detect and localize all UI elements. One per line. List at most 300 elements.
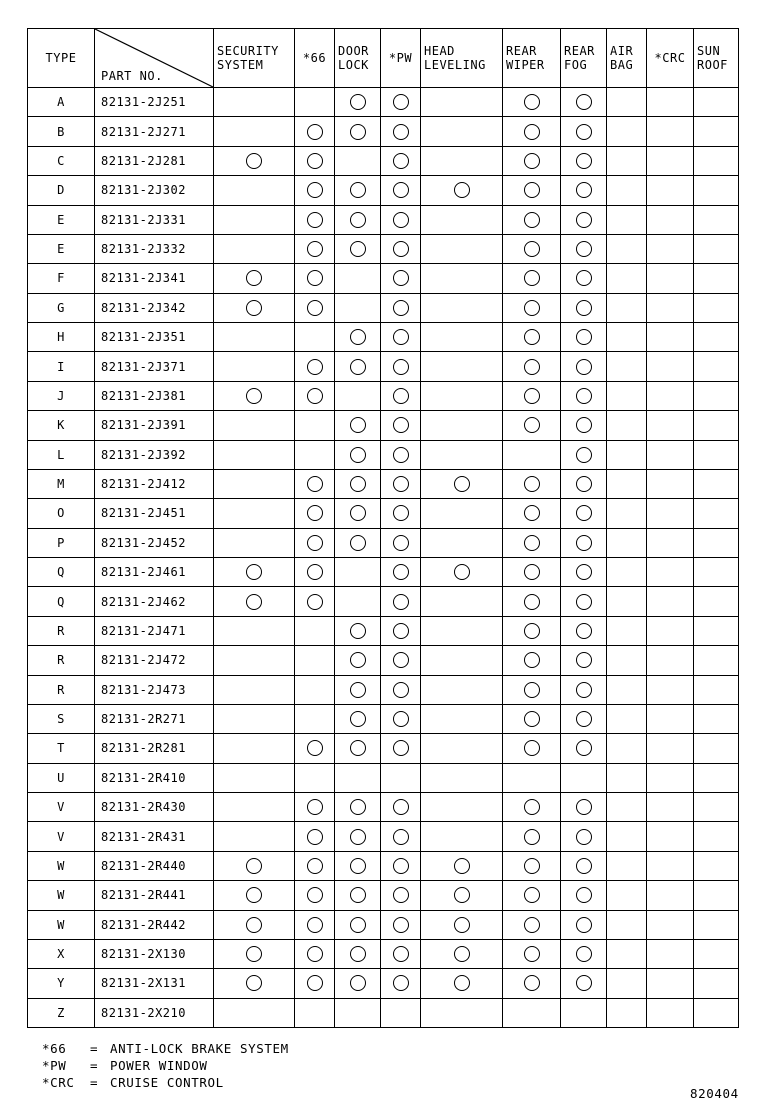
feature-cell-rear-wiper [503,234,561,263]
feature-cell-air-bag [607,323,647,352]
circle-mark-icon [246,975,262,991]
feature-cell-rear-fog [561,234,607,263]
feature-cell-pw [381,910,421,939]
feature-cell-pw [381,352,421,381]
circle-mark-icon [524,270,540,286]
feature-cell-abs [295,469,335,498]
table-row [28,587,739,616]
feature-cell-air-bag [607,763,647,792]
circle-mark-icon [350,799,366,815]
feature-cell-door-lock [335,146,381,175]
table-row [28,793,739,822]
feature-cell-rear-fog [561,528,607,557]
feature-cell-crc [647,323,694,352]
legend-text: POWER WINDOW [110,1058,208,1073]
table-row [28,910,739,939]
feature-cell-head-leveling [421,851,503,880]
table-row [28,558,739,587]
feature-cell-head-leveling [421,969,503,998]
feature-cell-door-lock [335,793,381,822]
feature-cell-security [214,440,295,469]
feature-cell-rear-fog [561,411,607,440]
feature-cell-pw [381,205,421,234]
type-cell: V [28,822,95,851]
feature-cell-sun-roof [694,499,739,528]
feature-cell-door-lock [335,881,381,910]
feature-cell-abs [295,969,335,998]
feature-cell-crc [647,205,694,234]
feature-cell-sun-roof [694,323,739,352]
feature-cell-door-lock [335,293,381,322]
type-cell: I [28,352,95,381]
feature-cell-door-lock [335,939,381,968]
part-number-cell: 82131-2J412 [95,469,214,498]
type-cell: Q [28,587,95,616]
feature-cell-abs [295,616,335,645]
part-number-cell: 82131-2J351 [95,323,214,352]
feature-cell-head-leveling [421,646,503,675]
feature-cell-sun-roof [694,558,739,587]
table-row [28,528,739,557]
circle-mark-icon [246,270,262,286]
feature-cell-sun-roof [694,763,739,792]
feature-cell-air-bag [607,704,647,733]
circle-mark-icon [524,858,540,874]
feature-cell-door-lock [335,822,381,851]
feature-cell-air-bag [607,851,647,880]
part-number-cell: 82131-2J251 [95,88,214,117]
feature-cell-sun-roof [694,293,739,322]
feature-cell-security [214,998,295,1027]
feature-cell-sun-roof [694,910,739,939]
feature-cell-rear-fog [561,793,607,822]
feature-cell-door-lock [335,704,381,733]
circle-mark-icon [393,447,409,463]
feature-cell-head-leveling [421,558,503,587]
feature-cell-head-leveling [421,469,503,498]
circle-mark-icon [524,682,540,698]
circle-mark-icon [576,682,592,698]
circle-mark-icon [350,124,366,140]
feature-cell-abs [295,88,335,117]
feature-cell-security [214,323,295,352]
feature-cell-rear-fog [561,352,607,381]
feature-cell-door-lock [335,323,381,352]
feature-cell-rear-wiper [503,998,561,1027]
circle-mark-icon [576,270,592,286]
circle-mark-icon [307,946,323,962]
circle-mark-icon [576,182,592,198]
type-cell: P [28,528,95,557]
feature-cell-pw [381,558,421,587]
feature-cell-rear-wiper [503,146,561,175]
feature-cell-sun-roof [694,352,739,381]
part-number-cell: 82131-2X131 [95,969,214,998]
header-air-bag [607,29,647,88]
legend [42,1040,289,1091]
circle-mark-icon [576,594,592,610]
feature-cell-rear-wiper [503,910,561,939]
legend-abbr: *CRC [42,1075,75,1090]
legend-eq: = [90,1041,99,1056]
circle-mark-icon [393,858,409,874]
circle-mark-icon [524,887,540,903]
table-row [28,352,739,381]
feature-cell-security [214,499,295,528]
feature-cell-rear-wiper [503,822,561,851]
header-line: *CRC [654,51,686,65]
circle-mark-icon [576,858,592,874]
header-rear-wiper [503,29,561,88]
feature-cell-crc [647,675,694,704]
feature-cell-rear-fog [561,969,607,998]
circle-mark-icon [524,94,540,110]
circle-mark-icon [393,270,409,286]
circle-mark-icon [307,270,323,286]
feature-cell-air-bag [607,499,647,528]
feature-cell-abs [295,793,335,822]
feature-cell-rear-fog [561,851,607,880]
type-cell: W [28,851,95,880]
feature-cell-abs [295,381,335,410]
circle-mark-icon [350,623,366,639]
feature-cell-security [214,264,295,293]
feature-cell-security [214,793,295,822]
feature-cell-sun-roof [694,675,739,704]
type-cell: M [28,469,95,498]
feature-cell-crc [647,440,694,469]
feature-cell-rear-fog [561,587,607,616]
feature-cell-rear-fog [561,146,607,175]
circle-mark-icon [307,241,323,257]
feature-cell-security [214,558,295,587]
circle-mark-icon [524,564,540,580]
feature-cell-crc [647,881,694,910]
circle-mark-icon [307,388,323,404]
type-cell: J [28,381,95,410]
circle-mark-icon [393,124,409,140]
type-cell: K [28,411,95,440]
feature-cell-abs [295,352,335,381]
feature-cell-head-leveling [421,910,503,939]
table-row [28,822,739,851]
header-sun-roof [694,29,739,88]
type-cell: E [28,205,95,234]
feature-cell-head-leveling [421,704,503,733]
circle-mark-icon [350,711,366,727]
feature-cell-security [214,176,295,205]
feature-cell-sun-roof [694,264,739,293]
header-door-lock [335,29,381,88]
circle-mark-icon [576,975,592,991]
circle-mark-icon [307,740,323,756]
circle-mark-icon [393,829,409,845]
feature-cell-rear-wiper [503,411,561,440]
feature-cell-security [214,469,295,498]
feature-cell-rear-wiper [503,704,561,733]
circle-mark-icon [393,975,409,991]
feature-cell-security [214,88,295,117]
circle-mark-icon [524,740,540,756]
circle-mark-icon [393,182,409,198]
feature-cell-door-lock [335,587,381,616]
type-cell: L [28,440,95,469]
feature-cell-pw [381,616,421,645]
circle-mark-icon [350,535,366,551]
header-security [214,29,295,88]
circle-mark-icon [576,388,592,404]
circle-mark-icon [246,153,262,169]
feature-cell-rear-fog [561,881,607,910]
circle-mark-icon [350,182,366,198]
circle-mark-icon [307,975,323,991]
feature-cell-pw [381,939,421,968]
feature-cell-door-lock [335,88,381,117]
circle-mark-icon [524,359,540,375]
feature-cell-pw [381,411,421,440]
feature-cell-door-lock [335,205,381,234]
feature-cell-security [214,234,295,263]
type-cell: D [28,176,95,205]
part-number-cell: 82131-2J302 [95,176,214,205]
circle-mark-icon [307,359,323,375]
feature-cell-head-leveling [421,264,503,293]
feature-cell-air-bag [607,969,647,998]
feature-cell-rear-fog [561,499,607,528]
feature-cell-crc [647,558,694,587]
table-row [28,851,739,880]
feature-cell-head-leveling [421,675,503,704]
feature-cell-sun-roof [694,205,739,234]
feature-cell-abs [295,763,335,792]
feature-cell-rear-wiper [503,675,561,704]
circle-mark-icon [393,799,409,815]
feature-cell-rear-wiper [503,646,561,675]
feature-cell-air-bag [607,558,647,587]
feature-cell-crc [647,469,694,498]
feature-cell-pw [381,117,421,146]
feature-cell-abs [295,176,335,205]
feature-cell-abs [295,440,335,469]
circle-mark-icon [576,505,592,521]
feature-cell-rear-wiper [503,205,561,234]
circle-mark-icon [576,887,592,903]
feature-cell-head-leveling [421,616,503,645]
header-line: BAG [610,58,634,72]
circle-mark-icon [307,594,323,610]
legend-eq: = [90,1058,99,1073]
feature-cell-door-lock [335,117,381,146]
header-line: LOCK [338,58,369,72]
part-number-cell: 82131-2J271 [95,117,214,146]
feature-cell-rear-wiper [503,176,561,205]
circle-mark-icon [576,652,592,668]
feature-cell-sun-roof [694,969,739,998]
feature-cell-air-bag [607,117,647,146]
header-line: ROOF [697,58,728,72]
feature-cell-air-bag [607,381,647,410]
circle-mark-icon [350,917,366,933]
feature-cell-abs [295,646,335,675]
table-row [28,499,739,528]
table-row [28,675,739,704]
circle-mark-icon [350,417,366,433]
circle-mark-icon [524,476,540,492]
table-row [28,205,739,234]
feature-cell-abs [295,411,335,440]
feature-cell-door-lock [335,558,381,587]
feature-cell-rear-fog [561,117,607,146]
feature-cell-crc [647,939,694,968]
circle-mark-icon [307,476,323,492]
circle-mark-icon [393,329,409,345]
table-row [28,939,739,968]
feature-cell-security [214,822,295,851]
feature-cell-head-leveling [421,440,503,469]
circle-mark-icon [576,241,592,257]
feature-cell-rear-fog [561,734,607,763]
feature-cell-sun-roof [694,234,739,263]
circle-mark-icon [454,564,470,580]
part-number-cell: 82131-2J462 [95,587,214,616]
circle-mark-icon [524,212,540,228]
feature-cell-rear-wiper [503,969,561,998]
circle-mark-icon [307,917,323,933]
circle-mark-icon [576,476,592,492]
part-number-cell: 82131-2R442 [95,910,214,939]
circle-mark-icon [246,564,262,580]
circle-mark-icon [393,417,409,433]
feature-cell-door-lock [335,352,381,381]
feature-cell-crc [647,264,694,293]
type-cell: H [28,323,95,352]
part-number-cell: 82131-2J381 [95,381,214,410]
feature-cell-security [214,763,295,792]
circle-mark-icon [307,535,323,551]
feature-cell-air-bag [607,646,647,675]
part-number-cell: 82131-2J341 [95,264,214,293]
type-cell: R [28,616,95,645]
feature-cell-air-bag [607,352,647,381]
feature-cell-crc [647,616,694,645]
circle-mark-icon [576,740,592,756]
feature-cell-abs [295,675,335,704]
circle-mark-icon [576,329,592,345]
feature-cell-head-leveling [421,381,503,410]
type-cell: W [28,910,95,939]
circle-mark-icon [393,241,409,257]
type-cell: G [28,293,95,322]
part-number-cell: 82131-2J332 [95,234,214,263]
circle-mark-icon [524,975,540,991]
feature-cell-sun-roof [694,176,739,205]
feature-cell-door-lock [335,734,381,763]
feature-cell-abs [295,881,335,910]
feature-cell-pw [381,440,421,469]
feature-cell-sun-roof [694,734,739,763]
feature-cell-security [214,587,295,616]
feature-cell-abs [295,851,335,880]
feature-cell-rear-wiper [503,323,561,352]
feature-cell-head-leveling [421,176,503,205]
feature-cell-abs [295,704,335,733]
feature-cell-air-bag [607,675,647,704]
feature-cell-pw [381,587,421,616]
table-row [28,469,739,498]
circle-mark-icon [454,975,470,991]
feature-cell-door-lock [335,763,381,792]
feature-cell-air-bag [607,146,647,175]
header-abs [295,29,335,88]
part-number-cell: 82131-2J471 [95,616,214,645]
feature-cell-head-leveling [421,499,503,528]
type-cell: Z [28,998,95,1027]
table-row [28,264,739,293]
feature-cell-sun-roof [694,704,739,733]
type-cell: C [28,146,95,175]
feature-cell-door-lock [335,264,381,293]
circle-mark-icon [350,94,366,110]
feature-cell-head-leveling [421,998,503,1027]
type-cell: S [28,704,95,733]
feature-cell-sun-roof [694,881,739,910]
part-number-cell: 82131-2R281 [95,734,214,763]
circle-mark-icon [307,300,323,316]
header-line: SUN [697,44,721,58]
part-number-cell: 82131-2J472 [95,646,214,675]
feature-cell-door-lock [335,234,381,263]
feature-cell-rear-fog [561,323,607,352]
circle-mark-icon [246,388,262,404]
feature-cell-crc [647,793,694,822]
feature-cell-security [214,528,295,557]
feature-cell-pw [381,998,421,1027]
table-row [28,146,739,175]
feature-cell-head-leveling [421,234,503,263]
circle-mark-icon [350,975,366,991]
feature-cell-air-bag [607,234,647,263]
figure-code: 820404 [690,1086,739,1101]
circle-mark-icon [524,946,540,962]
feature-cell-security [214,675,295,704]
feature-cell-security [214,851,295,880]
circle-mark-icon [524,799,540,815]
part-number-cell: 82131-2J391 [95,411,214,440]
feature-cell-air-bag [607,528,647,557]
feature-cell-door-lock [335,969,381,998]
feature-cell-crc [647,910,694,939]
feature-cell-head-leveling [421,293,503,322]
circle-mark-icon [350,447,366,463]
feature-cell-head-leveling [421,587,503,616]
circle-mark-icon [350,740,366,756]
table-row [28,381,739,410]
feature-cell-crc [647,704,694,733]
feature-cell-abs [295,293,335,322]
feature-cell-pw [381,528,421,557]
feature-cell-sun-roof [694,616,739,645]
circle-mark-icon [524,329,540,345]
feature-cell-rear-wiper [503,293,561,322]
feature-cell-head-leveling [421,411,503,440]
feature-cell-security [214,205,295,234]
feature-cell-rear-wiper [503,88,561,117]
type-cell: F [28,264,95,293]
feature-cell-air-bag [607,734,647,763]
circle-mark-icon [524,829,540,845]
feature-cell-door-lock [335,440,381,469]
feature-cell-abs [295,528,335,557]
